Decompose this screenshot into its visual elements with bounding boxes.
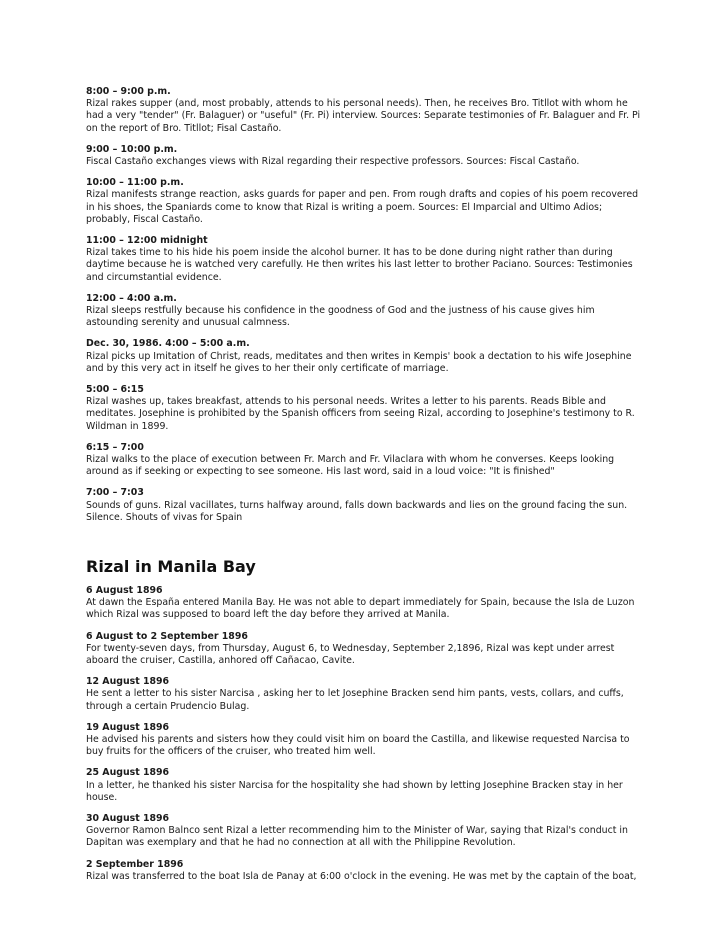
entry-date: 12 August 1896 [86, 676, 170, 688]
manila-entry [86, 631, 646, 668]
entry-time: 7:00 – 7:03 [86, 487, 144, 499]
entry-text: Rizal takes time to his hide his poem inside the alcohol burner. It has to be done during night rather than during daytime because he is watched very carefully. He then writes his last letter to brother Paciano. Sources: Testimonies and circumstantial evidence. [86, 247, 633, 283]
entry-time: 10:00 – 11:00 p.m. [86, 177, 184, 189]
entry-time: 6:15 – 7:00 [86, 441, 144, 453]
entry-text: He sent a letter to his sister Narcisa , asking her to let Josephine Bracken send him pants, vests, collars, and cuffs, through a certain Prudencio Bulag. [86, 688, 624, 712]
timeline-entry [86, 144, 646, 168]
manila-entry [86, 767, 646, 804]
manila-entry [86, 859, 646, 883]
timeline-entry [86, 293, 646, 330]
entry-date: 6 August 1896 [86, 585, 163, 596]
entry-date: 30 August 1896 [86, 813, 170, 825]
entry-text: Sounds of guns. Rizal vacillates, turns halfway around, falls down backwards and lies on the ground facing the sun. Silence. Shouts of vivas for Spain [86, 499, 628, 523]
entry-time: 11:00 – 12:00 midnight [86, 235, 208, 247]
entry-text: Rizal manifests strange reaction, asks guards for paper and pen. From rough drafts and copies of his poem recovered in his shoes, the Spaniards come to know that Rizal is writing a poem. Sources: El Imparcial and Ultimo Adios; probably, Fiscal Castaño. [86, 189, 639, 225]
entry-time: 12:00 – 4:00 a.m. [86, 292, 177, 304]
entry-text: Rizal washes up, takes breakfast, attends to his personal needs. Writes a letter to his parents. Reads Bible and meditates. Josephine is prohibited by the Spanish officers from seeing Rizal, according to Josephine's testimony to R. Wildman in 1899. [86, 396, 635, 432]
entry-date: 25 August 1896 [86, 767, 170, 779]
entry-time: 8:00 – 9:00 p.m. [86, 86, 171, 97]
entry-time: 9:00 – 10:00 p.m. [86, 143, 178, 155]
manila-entry [86, 676, 646, 713]
entry-text: In a letter, he thanked his sister Narcisa for the hospitality she had shown by letting Josephine Bracken stay in her house. [86, 779, 623, 803]
section-heading: Rizal in Manila Bay [86, 557, 256, 576]
timeline-entry [86, 177, 646, 226]
timeline-entry [86, 442, 646, 479]
manila-entry [86, 813, 646, 850]
entry-date: 6 August to 2 September 1896 [86, 630, 248, 642]
manila-bay-section [86, 557, 646, 892]
entry-date: 19 August 1896 [86, 721, 170, 733]
timeline-entry [86, 338, 646, 375]
entry-text: Rizal was transferred to the boat Isla de Panay at 6:00 o'clock in the evening. He was met by the captain of the boat, [86, 870, 637, 882]
entry-text: For twenty-seven days, from Thursday, August 6, to Wednesday, September 2,1896, Rizal was kept under arrest aboard the cruiser, Castilla, anhored off Cañacao, Cavite. [86, 642, 615, 667]
entry-text: At dawn the España entered Manila Bay. He was not able to depart immediately for Spain, because the Isla de Luzon which Rizal was supposed to board left the day before they arrived at Manila. [86, 597, 635, 621]
timeline-entry [86, 487, 646, 524]
execution-timeline [86, 86, 646, 524]
manila-entry [86, 585, 646, 622]
entry-text: Rizal sleeps restfully because his confidence in the goodness of God and the justness of his cause gives him astounding serenity and unusual calmness. [86, 305, 595, 329]
entry-text: Rizal walks to the place of execution between Fr. March and Fr. Vilaclara with whom he converses. Keeps looking around as if seeking or expecting to see someone. His last word, said in a loud voice: "It is finished" [86, 454, 615, 478]
entry-text: Rizal picks up Imitation of Christ, reads, meditates and then writes in Kempis' book a dectation to his wife Josephine and by this very act in itself he gives to her their only certificate of marriage. [86, 350, 632, 374]
timeline-entry [86, 86, 646, 135]
entry-time: Dec. 30, 1986. 4:00 – 5:00 a.m. [86, 338, 250, 350]
timeline-entry [86, 235, 646, 284]
document-page [86, 86, 646, 882]
entry-time: 5:00 – 6:15 [86, 384, 144, 396]
manila-entry [86, 722, 646, 759]
entry-date: 2 September 1896 [86, 858, 184, 870]
entry-text: Fiscal Castaño exchanges views with Rizal regarding their respective professors. Sources: Fiscal Castaño. [86, 156, 580, 168]
timeline-entry [86, 384, 646, 433]
entry-text: He advised his parents and sisters how they could visit him on board the Castilla, and likewise requested Narcisa to buy fruits for the officers of the cruiser, who treated him well. [86, 734, 630, 758]
entry-text: Governor Ramon Balnco sent Rizal a letter recommending him to the Minister of War, saying that Rizal's conduct in Dapitan was exemplary and that he had no connection at all with the Philippine Revolution. [86, 825, 628, 849]
entry-text: Rizal rakes supper (and, most probably, attends to his personal needs). Then, he receives Bro. Titllot with whom he had a very "tender" (Fr. Balaguer) or "useful" (Fr. Pi) interview. Sources: Separate testimonies of Fr. Balaguer and Fr. Pi on the report of Bro. Titllot; Fisal Castaño. [86, 98, 641, 134]
